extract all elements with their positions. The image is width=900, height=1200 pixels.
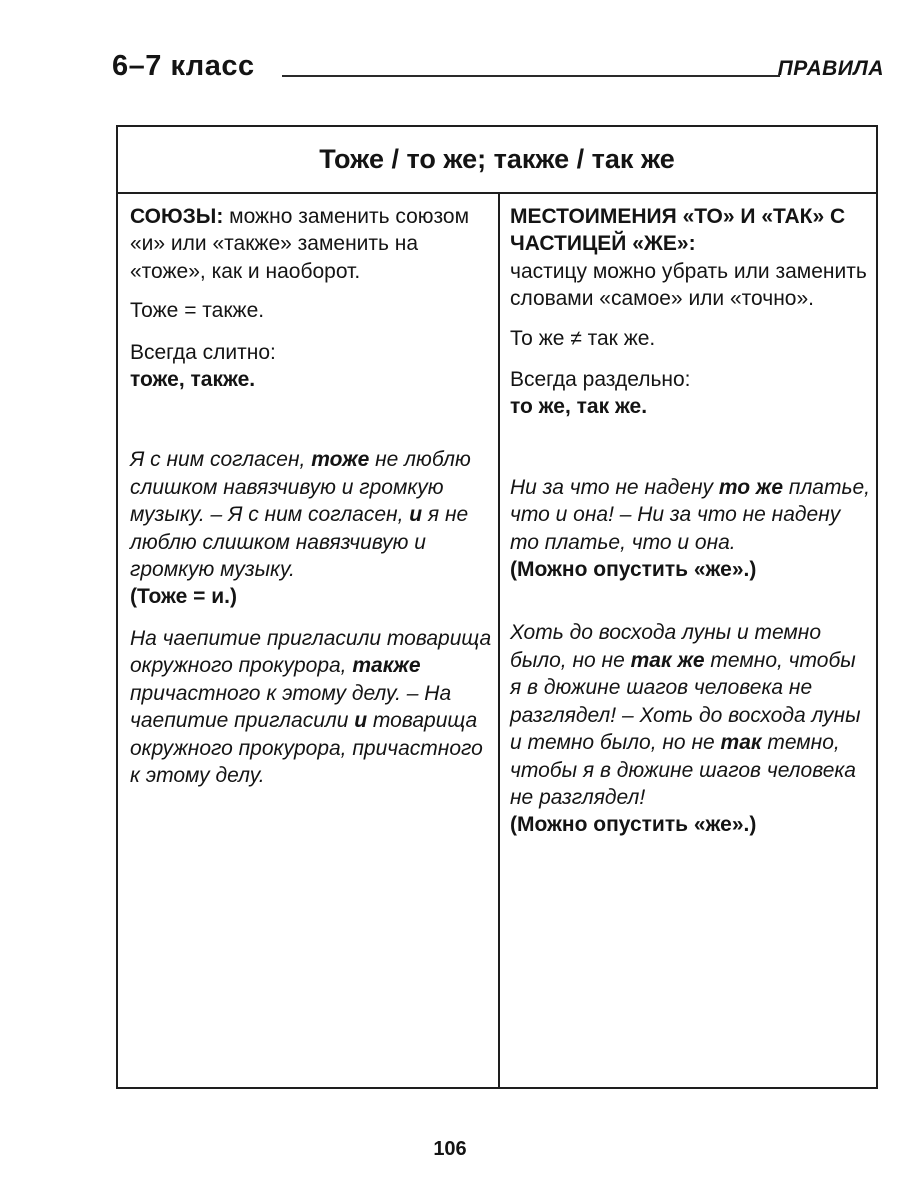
spelling-words: тоже, также.	[130, 368, 256, 392]
example-tozhe: Я с ним согласен, тоже не люблю слишком навязчивую и громкую музыку. – Я с ним согласен, и я не люблю слишком навязчивую и громкую музыку.	[130, 448, 471, 582]
conjunctions-label: СОЮЗЫ:	[130, 205, 224, 228]
example-tak-zhe: Хоть до восхода луны и темно было, но не так же темно, чтобы я в дюжине шагов человека не разглядел! – Хоть до восхода луны и темно было, но не так темно, чтобы я в дюжине шагов человека не разглядел!	[510, 621, 861, 809]
example-to-zhe: Ни за что не надену то же платье, что и она! – Ни за что не надену то платье, что и она.	[510, 475, 871, 554]
equality-rule: Тоже = также.	[130, 299, 265, 323]
highlight-word: также	[352, 654, 421, 678]
highlight-word: и	[409, 503, 423, 527]
pronouns-heading: МЕСТОИМЕНИЯ «ТО» И «ТАК» С ЧАСТИЦЕЙ «ЖЕ»:	[510, 205, 846, 256]
highlight-word: и	[354, 709, 368, 733]
spelling-label: Всегда раздельно:	[510, 368, 691, 392]
conjunctions-heading	[130, 203, 492, 285]
example-note: (Тоже = и.)	[130, 585, 238, 609]
example-note: (Можно опустить «же».)	[510, 813, 757, 837]
table-title: Тоже / то же; также / так же	[118, 127, 876, 194]
highlight-word: тоже	[311, 448, 370, 472]
grade-label: 6–7 класс	[112, 50, 255, 82]
inequality-rule: То же ≠ так же.	[510, 326, 656, 350]
spelling-words: то же, так же.	[510, 395, 648, 419]
highlight-word: так же	[630, 648, 705, 672]
conjunctions-column	[130, 203, 492, 789]
pronouns-description: частицу можно убрать или заменить словами «самое» или «точно».	[510, 259, 867, 311]
section-label: ПРАВИЛА	[777, 57, 884, 80]
page-header	[112, 50, 890, 92]
header-rule	[282, 75, 780, 77]
column-divider	[498, 192, 500, 1087]
spelling-label: Всегда слитно:	[130, 340, 276, 364]
pronouns-column	[510, 203, 872, 839]
example-takzhe: На чаепитие пригласили товарища окружного прокурора, также причастного к этому делу. – На чаепитие пригласили и товарища окружного прокурора, причастного к этому делу.	[130, 626, 492, 787]
highlight-word: то же	[718, 475, 784, 499]
page-number: 106	[433, 1138, 467, 1160]
rule-table	[116, 125, 878, 1089]
highlight-word: так	[720, 731, 762, 755]
example-note: (Можно опустить «же».)	[510, 558, 757, 582]
conjunctions-description: можно заменить союзом «и» или «также» заменить на «тоже», как и наоборот.	[130, 205, 470, 283]
